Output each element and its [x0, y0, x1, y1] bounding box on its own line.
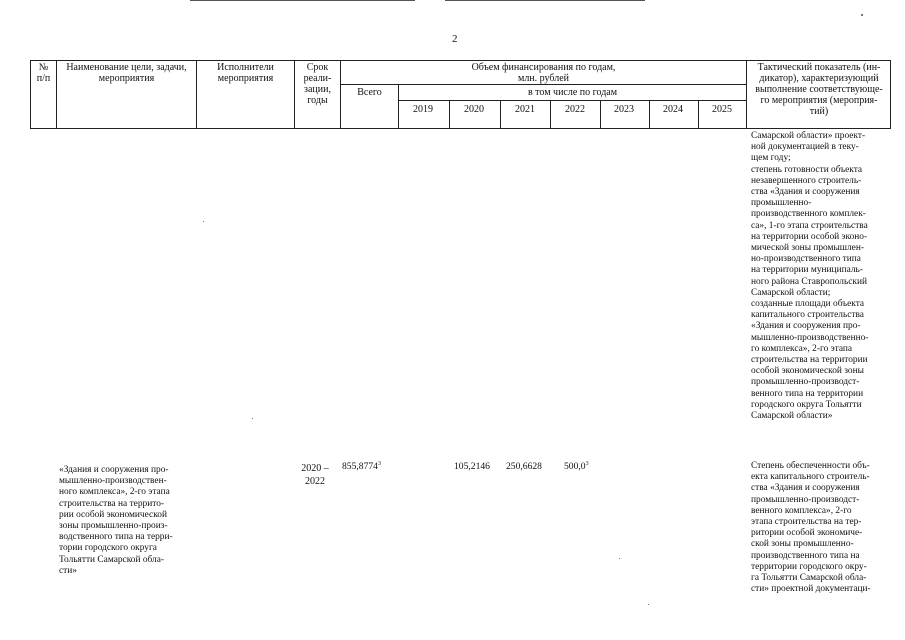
row2-activity-name: «Здания и сооружения про- мышленно-производствен- ного комплекса», 2-го этапа строительства на террито- рии особой экономической зоны промышленно-произ- водственного типа на терри- тории городского округа Тольятти Самарской обла- сти» — [59, 465, 173, 576]
col-border — [746, 60, 747, 129]
header-including: в том числе по годам — [527, 87, 618, 98]
col-border — [600, 100, 601, 129]
col-border — [500, 100, 501, 129]
col-border — [449, 100, 450, 129]
scan-speck — [203, 221, 204, 222]
scan-speck — [619, 558, 620, 559]
scan-speck — [648, 604, 649, 605]
scan-speck — [252, 418, 253, 419]
header-year-2025: 2025 — [712, 104, 732, 115]
col-border — [890, 60, 891, 129]
row1-indicator-text: Самарской области» проект- ной документацией в теку- щем году; степень готовности объекта незавершенного строитель- ства «Здания и сооружения промышленно- производственного комплек- са», 1-го этапа строительства на территории особой эконо- мической зоны промышлен- но-производственного типа на территории муниципаль- ного района Ставропольский Самарской области; созданные площади объекта капитального строительства «Здания и сооружения про- мышленно-производственно- го комплекса», 2-го этапа строительства на территории особой экономической зоны промышленно-производст- венного типа на территории городского округа Тольятти Самарской области» — [751, 131, 869, 422]
page-number: 2 — [452, 33, 458, 45]
header-year-2022: 2022 — [565, 104, 585, 115]
header-divider-funding — [340, 84, 746, 85]
row2-2020: 105,2146 — [454, 461, 490, 472]
header-total: Всего — [357, 87, 382, 98]
header-divider-years — [398, 100, 746, 101]
row2-2021: 250,6628 — [506, 461, 542, 472]
header-number: № п/п — [36, 62, 51, 84]
header-indicator: Тактический показатель (ин- дикатор), характеризующий выполнение соответствующе- го мероприятия (мероприя- тий) — [755, 62, 883, 117]
row2-total-value: 855,8774 — [342, 461, 378, 472]
header-term: Срок реали- зации, годы — [303, 62, 332, 106]
header-year-2021: 2021 — [515, 104, 535, 115]
col-border — [698, 100, 699, 129]
row2-term: 2020 – 2022 — [301, 463, 329, 487]
header-year-2023: 2023 — [614, 104, 634, 115]
row2-2022-footnote: 3 — [585, 460, 589, 467]
table-top-border — [30, 60, 890, 61]
row2-total-footnote: 3 — [377, 460, 381, 467]
row2-total — [342, 461, 381, 472]
row2-2022 — [564, 461, 589, 472]
header-funding: Объем финансирования по годам, млн. рублей — [471, 62, 616, 84]
col-border — [550, 100, 551, 129]
row2-2022-value: 500,0 — [564, 461, 586, 472]
top-edge-line — [445, 0, 645, 1]
top-edge-line — [190, 0, 415, 1]
header-year-2024: 2024 — [663, 104, 683, 115]
scan-speck — [861, 14, 863, 16]
header-name: Наименование цели, задачи, мероприятия — [66, 62, 187, 84]
row2-indicator-text: Степень обеспеченности объ- екта капитального строитель- ства «Здания и сооружения промышленно-производст- венного комплекса», 2-го этапа строительства на тер- ритории особой экономиче- ской зоны промышленно- производственного типа на территории городского окру- га Тольятти Самарской обла- сти» проектной документаци- — [751, 461, 871, 595]
col-border — [649, 100, 650, 129]
header-executors: Исполнители мероприятия — [217, 62, 274, 84]
header-year-2020: 2020 — [464, 104, 484, 115]
header-bottom-border — [30, 128, 890, 129]
header-year-2019: 2019 — [413, 104, 433, 115]
